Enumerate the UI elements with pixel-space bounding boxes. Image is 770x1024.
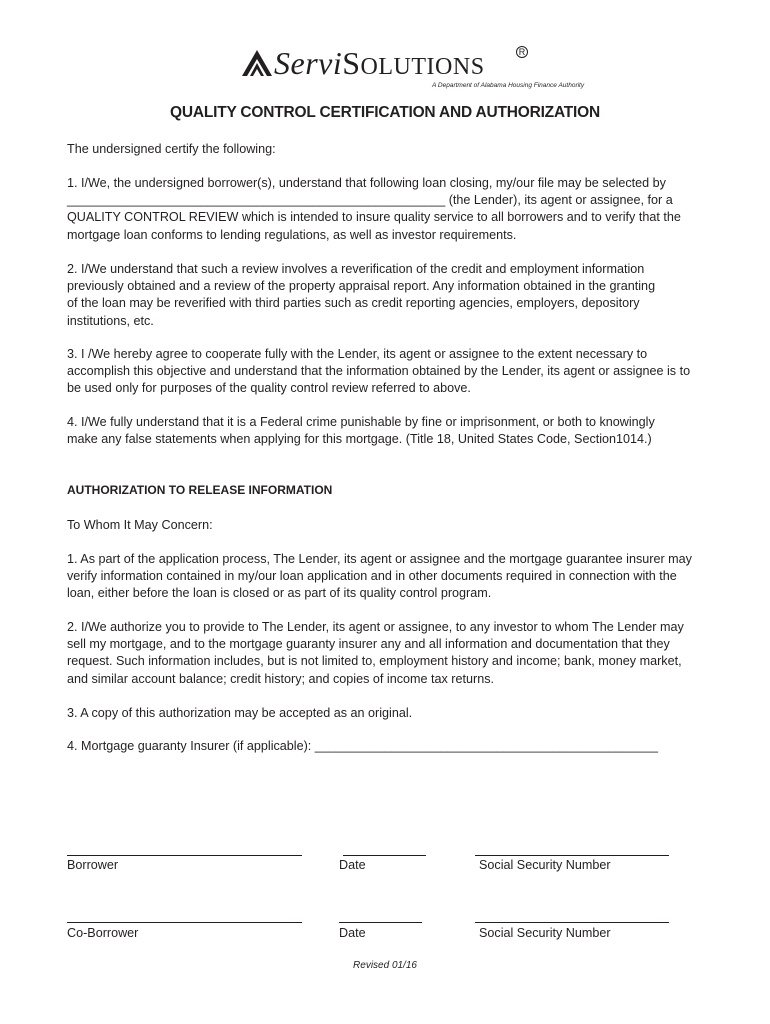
text-line: 2. I/We understand that such a review involves a reverification of the credit and employment information <box>67 262 645 276</box>
text-line: QUALITY CONTROL REVIEW which is intended to insure quality service to all borrowers and to verify that the <box>67 210 681 225</box>
revision-note: Revised 01/16 <box>353 960 417 971</box>
authorization-item-3 <box>67 705 707 722</box>
text-line: accomplish this objective and understand that the information obtained by the Lender, its agent or assignee is to <box>67 364 691 379</box>
servisolutions-logo <box>242 44 585 94</box>
text-line: ______________________________________________________ (the Lender), its agent or assignee, for a <box>67 193 673 208</box>
logo-tagline: A Department of Alabama Housing Finance Authority <box>432 82 585 89</box>
document-title: QUALITY CONTROL CERTIFICATION AND AUTHORIZATION <box>169 104 601 121</box>
logo-solutions-rest: OLUTIONS <box>360 54 485 80</box>
text-line: 3. I /We hereby agree to cooperate fully with the Lender, its agent or assignee to the extent necessary to <box>67 347 648 361</box>
certification-item-4 <box>67 414 707 448</box>
text-line: 3. A copy of this authorization may be accepted as an original. <box>67 706 413 720</box>
text-line: request. Such information includes, but is not limited to, employment history and income; bank, money market, <box>67 654 682 669</box>
coborrower-date-label: Date <box>339 926 366 940</box>
authorization-heading: AUTHORIZATION TO RELEASE INFORMATION <box>67 483 333 497</box>
borrower-label: Borrower <box>67 858 119 872</box>
borrower-signature-line[interactable] <box>67 855 302 856</box>
text-line: verify information contained in my/our loan application and in other documents required in connection with the <box>67 569 677 584</box>
logo-solutions-initial: S <box>342 45 361 81</box>
borrower-date-label: Date <box>339 858 366 872</box>
text-line: of the loan may be reverified with third parties such as credit reporting agencies, employers, depository <box>67 296 640 311</box>
authorization-item-1 <box>67 551 707 603</box>
text-line: 1. I/We, the undersigned borrower(s), understand that following loan closing, my/our file may be selected by <box>67 176 666 190</box>
coborrower-date-line[interactable] <box>339 922 422 923</box>
text-line: 4. I/We fully understand that it is a Federal crime punishable by fine or imprisonment, or both to knowingly <box>67 415 655 429</box>
coborrower-label: Co-Borrower <box>67 926 139 940</box>
text-line: previously obtained and a review of the property appraisal report. Any information obtained in the granting <box>67 279 656 294</box>
coborrower-ssn-line[interactable] <box>475 922 669 923</box>
text-line: make any false statements when applying for this mortgage. (Title 18, United States Code, Section1014.) <box>67 432 652 447</box>
logo-servi: Servi <box>274 45 343 81</box>
text-line: institutions, etc. <box>67 313 154 328</box>
text-line: 4. Mortgage guaranty Insurer (if applicable): _________________________________________________ <box>67 739 659 753</box>
borrower-ssn-label: Social Security Number <box>479 858 611 872</box>
certification-item-2 <box>67 261 707 330</box>
authorization-item-2 <box>67 619 707 688</box>
borrower-ssn-line[interactable] <box>475 855 669 856</box>
text-line: and similar account balance; credit history; and copies of income tax returns. <box>67 671 495 686</box>
borrower-date-line[interactable] <box>343 855 426 856</box>
text-line: be used only for purposes of the quality control review referred to above. <box>67 381 471 396</box>
certification-item-1 <box>67 175 707 244</box>
text-line: mortgage loan conforms to lending regulations, as well as investor requirements. <box>67 227 517 242</box>
coborrower-signature-line[interactable] <box>67 922 302 923</box>
text-line: sell my mortgage, and to the mortgage guaranty insurer any and all information and documentation that they <box>67 637 670 652</box>
registered-mark: R <box>516 46 528 58</box>
authorization-item-4-insurer-field[interactable] <box>67 738 707 755</box>
certification-item-3 <box>67 346 707 398</box>
intro-text: The undersigned certify the following: <box>67 142 276 156</box>
text-line: 1. As part of the application process, The Lender, its agent or assignee and the mortgage guarantee insurer may <box>67 552 692 566</box>
logo-wordmark <box>274 44 485 86</box>
text-line: 2. I/We authorize you to provide to The Lender, its agent or assignee, to any investor to whom The Lender may <box>67 620 684 634</box>
salutation: To Whom It May Concern: <box>67 518 213 532</box>
coborrower-ssn-label: Social Security Number <box>479 926 611 940</box>
house-roof-icon <box>242 50 272 78</box>
text-line: loan, either before the loan is closed or as part of its quality control program. <box>67 586 492 601</box>
